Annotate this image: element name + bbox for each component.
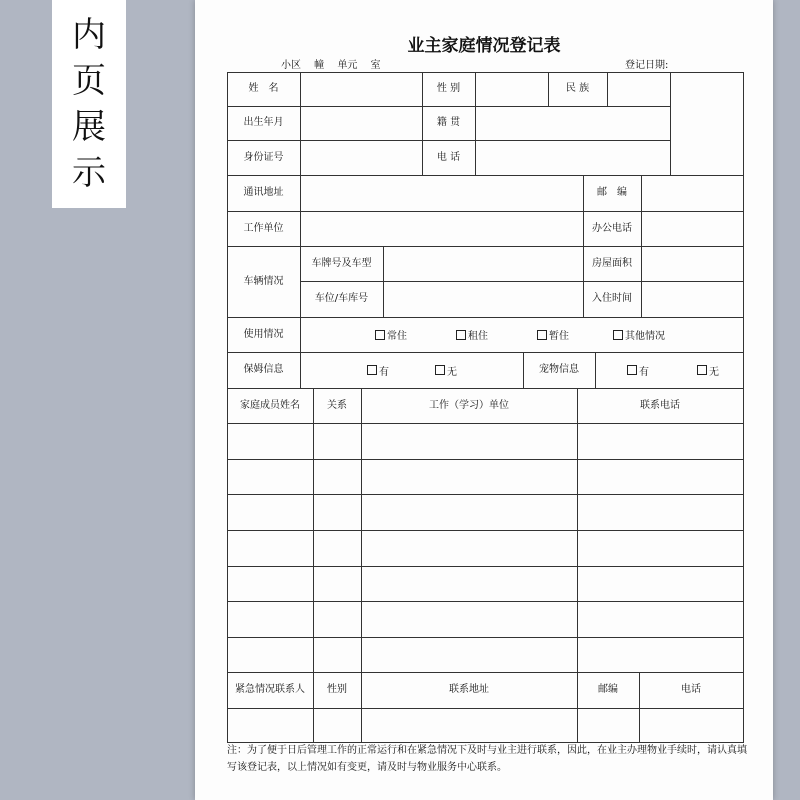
label-area: 房屋面积 (592, 257, 632, 269)
label-work-unit: 工作单位 (243, 222, 284, 234)
form-title: 业主家庭情况登记表 (407, 36, 561, 56)
usage-checkbox-resident[interactable]: 常住 (375, 317, 407, 352)
label-ethnicity: 民 族 (565, 83, 590, 94)
side-label (52, 0, 126, 208)
label-birth: 出生年月 (243, 117, 284, 128)
label-postcode: 邮 编 (597, 187, 627, 198)
label-plate: 车牌号及车型 (311, 257, 372, 269)
usage-checkbox-other[interactable]: 其他情况 (613, 317, 665, 352)
community-unit-line: 小区 幢 单元 室 (281, 60, 381, 71)
label-move-in: 入住时间 (592, 293, 632, 304)
header-emergency-postcode: 邮编 (598, 684, 618, 695)
header-emergency-phone: 电话 (681, 684, 701, 695)
header-contact-phone: 联系电话 (640, 399, 680, 411)
side-label-char: 展 (72, 107, 106, 147)
form-grid (195, 0, 773, 800)
form-page (195, 0, 773, 800)
registration-date-label: 登记日期: (625, 60, 669, 71)
label-usage: 使用情况 (243, 328, 284, 340)
label-gender: 性 别 (436, 83, 461, 94)
header-work-study-unit: 工作（学习）单位 (429, 399, 509, 411)
label-native-place: 籍 贯 (436, 117, 461, 128)
label-name: 姓 名 (248, 83, 279, 94)
side-label-char: 示 (72, 153, 106, 193)
label-id-number: 身份证号 (243, 151, 284, 163)
label-office-phone: 办公电话 (592, 222, 632, 234)
header-emergency-gender: 性别 (327, 684, 347, 695)
pet-checkbox-yes[interactable]: 有 (627, 352, 649, 388)
usage-checkbox-temporary[interactable]: 暂住 (537, 317, 569, 352)
side-label-char: 页 (72, 61, 106, 101)
form-note: 注：为了便于日后管理工作的正常运行和在紧急情况下及时与业主进行联系，因此，在业主办理物业手续时，请认真填写该登记表，以上情况如有变更，请及时与物业服务中心联系。 (227, 745, 747, 773)
usage-checkbox-rented[interactable]: 租住 (456, 317, 488, 352)
nanny-checkbox-yes[interactable]: 有 (367, 352, 389, 388)
nanny-checkbox-no[interactable]: 无 (435, 352, 457, 388)
label-pet: 宠物信息 (539, 364, 579, 375)
header-family-member: 家庭成员姓名 (240, 399, 300, 411)
label-vehicle: 车辆情况 (243, 275, 284, 287)
label-nanny: 保姆信息 (243, 364, 284, 375)
label-phone: 电 话 (436, 151, 461, 163)
label-address: 通讯地址 (243, 187, 284, 198)
pet-checkbox-no[interactable]: 无 (697, 352, 719, 388)
side-label-char: 内 (72, 15, 106, 55)
header-emergency-address: 联系地址 (449, 684, 489, 695)
header-emergency-contact: 紧急情况联系人 (235, 684, 305, 695)
label-parking: 车位/车库号 (314, 293, 369, 304)
header-relation: 关系 (327, 399, 347, 411)
